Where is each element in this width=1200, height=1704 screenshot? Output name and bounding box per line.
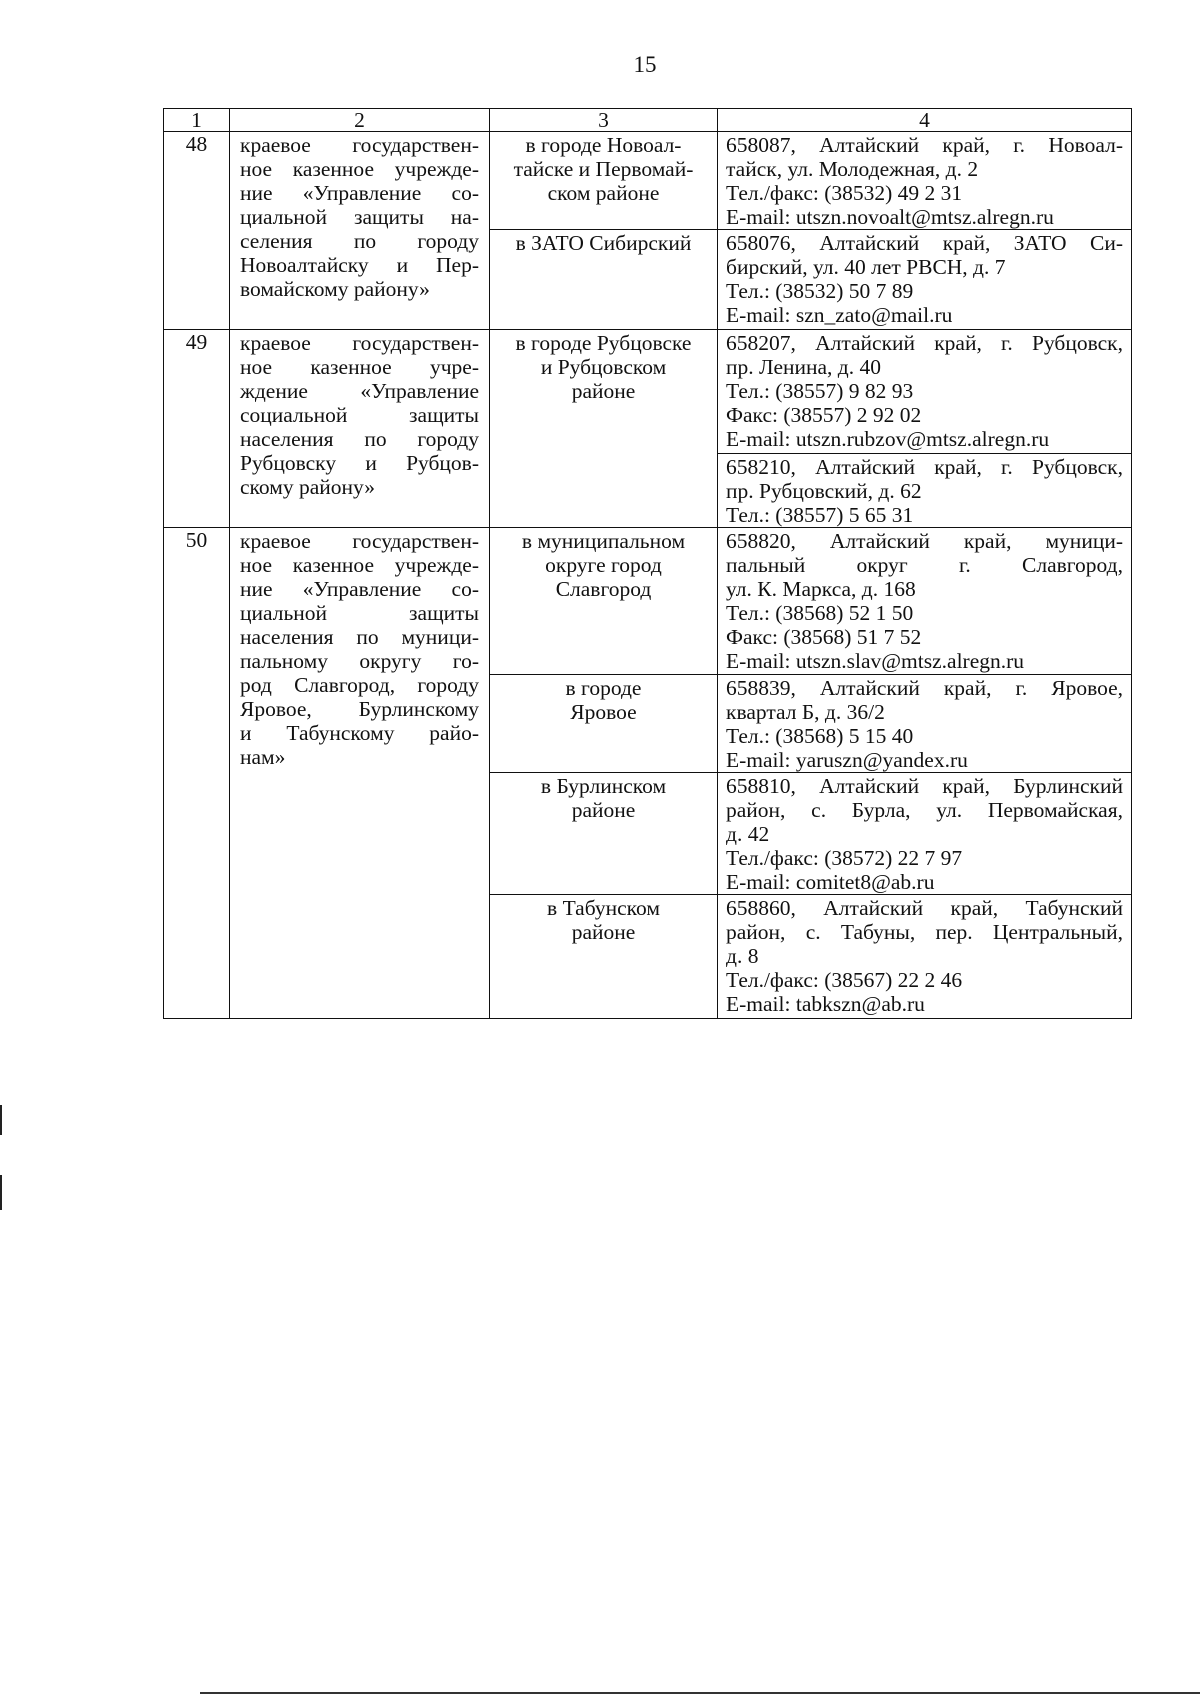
address-cell: 658076, Алтайский край, ЗАТО Си- бирский, ул. 40 лет РВСН, д. 7 Тел.: (38532) 50 7 89 E-mail: szn_zato@mail.ru xyxy=(718,230,1132,330)
scan-bottom-edge xyxy=(200,1692,1200,1694)
row-number: 48 xyxy=(164,132,230,330)
territory-cell: в Бурлинском районе xyxy=(490,773,718,895)
column-header: 1 xyxy=(164,109,230,132)
organization-cell: краевое государствен- ное казенное учрежде- ние «Управление со- циальной защиты населения по муници- пальному округу го- род Славгород, городу Яровое, Бурлинскому и Табунскому райо- нам» xyxy=(230,528,490,1019)
page-number: 15 xyxy=(633,52,657,77)
territory-cell: в городе Новоал- тайске и Первомай- ском районе xyxy=(490,132,718,230)
territory-cell: в ЗАТО Сибирский xyxy=(490,230,718,330)
address-cell: 658210, Алтайский край, г. Рубцовск, пр. Рубцовский, д. 62 Тел.: (38557) 5 65 31 xyxy=(718,454,1132,528)
address-cell: 658820, Алтайский край, муници- пальный округ г. Славгород, ул. К. Маркса, д. 168 Тел.: (38568) 52 1 50 Факс: (38568) 51 7 52 E-mail: utszn.slav@mtsz.alregn.ru xyxy=(718,528,1132,675)
table-row xyxy=(164,330,1132,454)
address-cell: 658860, Алтайский край, Табунский район, с. Табуны, пер. Центральный, д. 8 Тел./факс: (38567) 22 2 46 E-mail: tabkszn@ab.ru xyxy=(718,895,1132,1019)
territory-cell: в городе Яровое xyxy=(490,675,718,773)
address-cell: 658087, Алтайский край, г. Новоал- тайск, ул. Молодежная, д. 2 Тел./факс: (38532) 49 2 31 E-mail: utszn.novoalt@mtsz.alregn.ru xyxy=(718,132,1132,230)
address-cell: 658839, Алтайский край, г. Яровое, квартал Б, д. 36/2 Тел.: (38568) 5 15 40 E-mail: yaruszn@yandex.ru xyxy=(718,675,1132,773)
column-header: 2 xyxy=(230,109,490,132)
territory-cell: в муниципальном округе город Славгород xyxy=(490,528,718,675)
table-row xyxy=(164,132,1132,230)
row-number: 50 xyxy=(164,528,230,1019)
offices-table xyxy=(163,108,1132,1019)
scan-margin-mark xyxy=(0,1105,2,1135)
territory-cell: в городе Рубцовске и Рубцовском районе xyxy=(490,330,718,528)
column-header: 4 xyxy=(718,109,1132,132)
territory-cell: в Табунском районе xyxy=(490,895,718,1019)
table-header-row xyxy=(164,109,1132,132)
address-cell: 658810, Алтайский край, Бурлинский район, с. Бурла, ул. Первомайская, д. 42 Тел./факс: (38572) 22 7 97 E-mail: comitet8@ab.ru xyxy=(718,773,1132,895)
address-cell: 658207, Алтайский край, г. Рубцовск, пр. Ленина, д. 40 Тел.: (38557) 9 82 93 Факс: (38557) 2 92 02 E-mail: utszn.rubzov@mtsz.alregn.ru xyxy=(718,330,1132,454)
row-number: 49 xyxy=(164,330,230,528)
column-header: 3 xyxy=(490,109,718,132)
organization-cell: краевое государствен- ное казенное учрежде- ние «Управление со- циальной защиты на- селения по городу Новоалтайску и Пер- вомайскому району» xyxy=(230,132,490,330)
scan-margin-mark xyxy=(0,1175,2,1210)
table-row xyxy=(164,528,1132,675)
organization-cell: краевое государствен- ное казенное учре- ждение «Управление социальной защиты населения по городу Рубцовску и Рубцов- скому району» xyxy=(230,330,490,528)
